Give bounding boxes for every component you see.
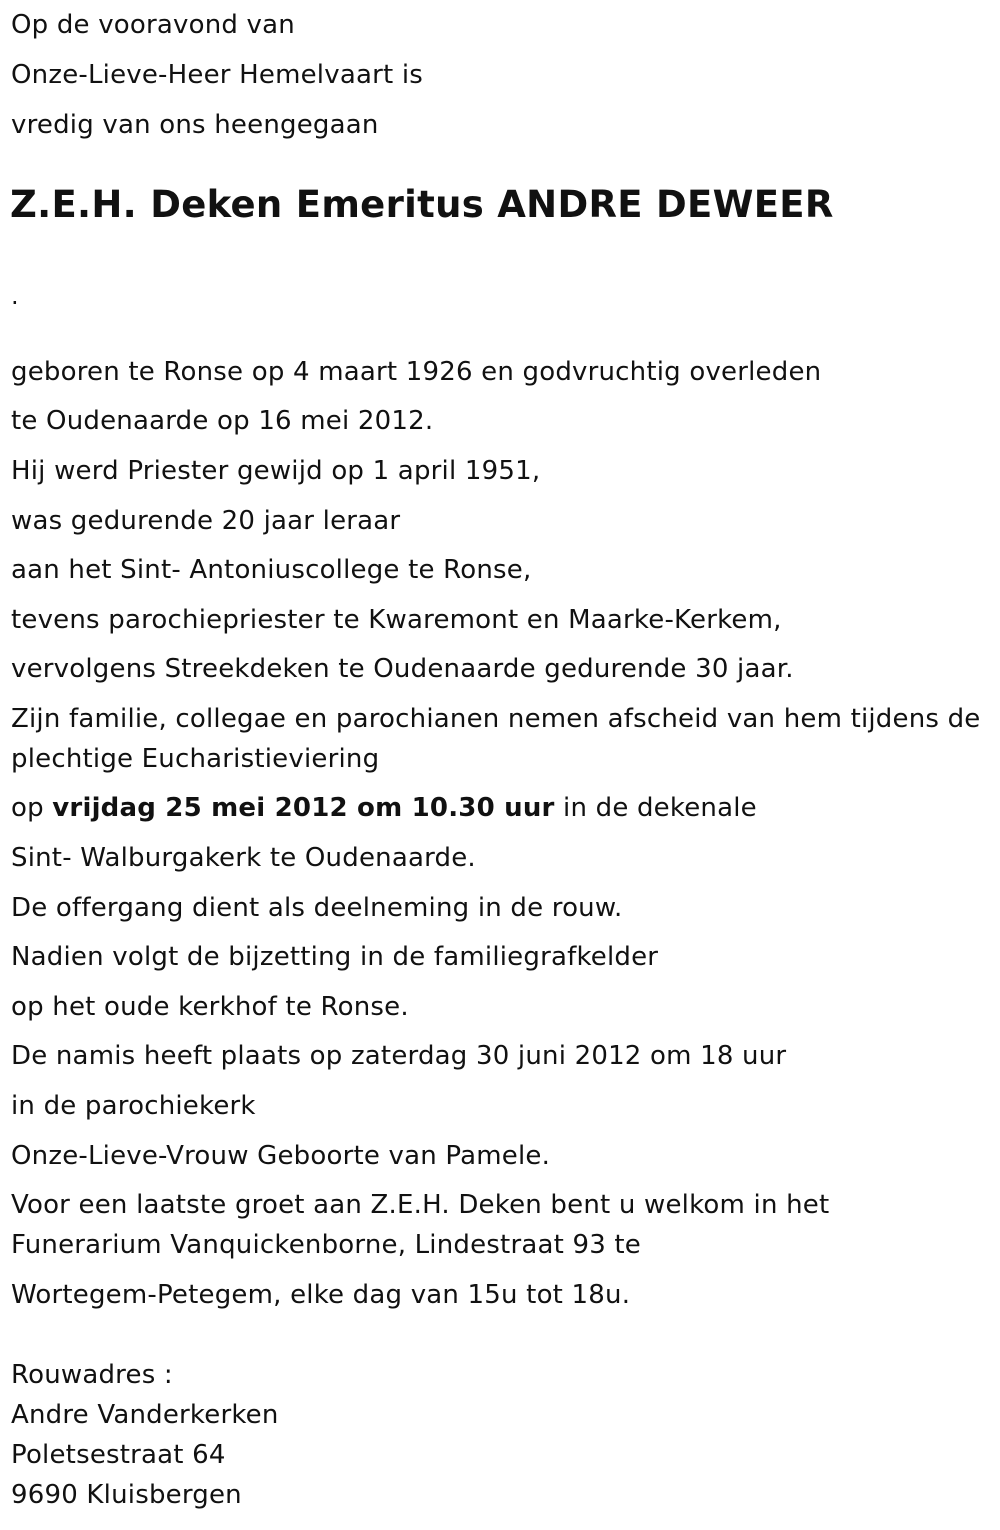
- offering-line: De offergang dient als deelneming in de rouw.: [11, 893, 623, 923]
- church-line: Sint- Walburgakerk te Oudenaarde.: [11, 843, 476, 873]
- farewell-line-2: plechtige Eucharistieviering: [11, 744, 380, 774]
- teacher-line: was gedurende 20 jaar leraar: [11, 506, 401, 536]
- address-street: Poletsestraat 64: [11, 1440, 226, 1470]
- ordained-line: Hij werd Priester gewijd op 1 april 1951,: [11, 456, 541, 486]
- service-prefix: op: [11, 793, 44, 823]
- address-label: Rouwadres :: [11, 1360, 173, 1390]
- intro-line-3: vredig van ons heengegaan: [11, 110, 379, 140]
- visit-line-3: Wortegem-Petegem, elke dag van 15u tot 18u.: [11, 1280, 631, 1310]
- farewell-line-1: Zijn familie, collegae en parochianen nemen afscheid van hem tijdens de: [11, 704, 981, 734]
- address-city: 9690 Kluisbergen: [11, 1480, 242, 1510]
- intro-line-2: Onze-Lieve-Heer Hemelvaart is: [11, 60, 423, 90]
- intro-line-1: Op de vooravond van: [11, 10, 295, 40]
- born-line: geboren te Ronse op 4 maart 1926 en godvruchtig overleden: [11, 357, 822, 387]
- burial-line-2: op het oude kerkhof te Ronse.: [11, 992, 409, 1022]
- service-date: vrijdag 25 mei 2012 om 10.30 uur: [52, 793, 555, 823]
- visit-line-1: Voor een laatste groet aan Z.E.H. Deken bent u welkom in het: [11, 1190, 830, 1220]
- address-name: Andre Vanderkerken: [11, 1400, 279, 1430]
- burial-line-1: Nadien volgt de bijzetting in de familiegrafkelder: [11, 942, 659, 972]
- deceased-title: Z.E.H. Deken Emeritus ANDRE DEWEER: [10, 183, 834, 226]
- died-line: te Oudenaarde op 16 mei 2012.: [11, 406, 434, 436]
- service-suffix: in de dekenale: [563, 793, 757, 823]
- parish-priest-line: tevens parochiepriester te Kwaremont en Maarke-Kerkem,: [11, 605, 782, 635]
- namis-line-3: Onze-Lieve-Vrouw Geboorte van Pamele.: [11, 1141, 551, 1171]
- namis-line-1: De namis heeft plaats op zaterdag 30 juni 2012 om 18 uur: [11, 1041, 787, 1071]
- namis-line-2: in de parochiekerk: [11, 1091, 256, 1121]
- college-line: aan het Sint- Antoniuscollege te Ronse,: [11, 555, 532, 585]
- dean-line: vervolgens Streekdeken te Oudenaarde gedurende 30 jaar.: [11, 654, 794, 684]
- visit-line-2: Funerarium Vanquickenborne, Lindestraat 93 te: [11, 1230, 642, 1260]
- service-line: [11, 793, 757, 823]
- separator-dot: .: [11, 282, 19, 310]
